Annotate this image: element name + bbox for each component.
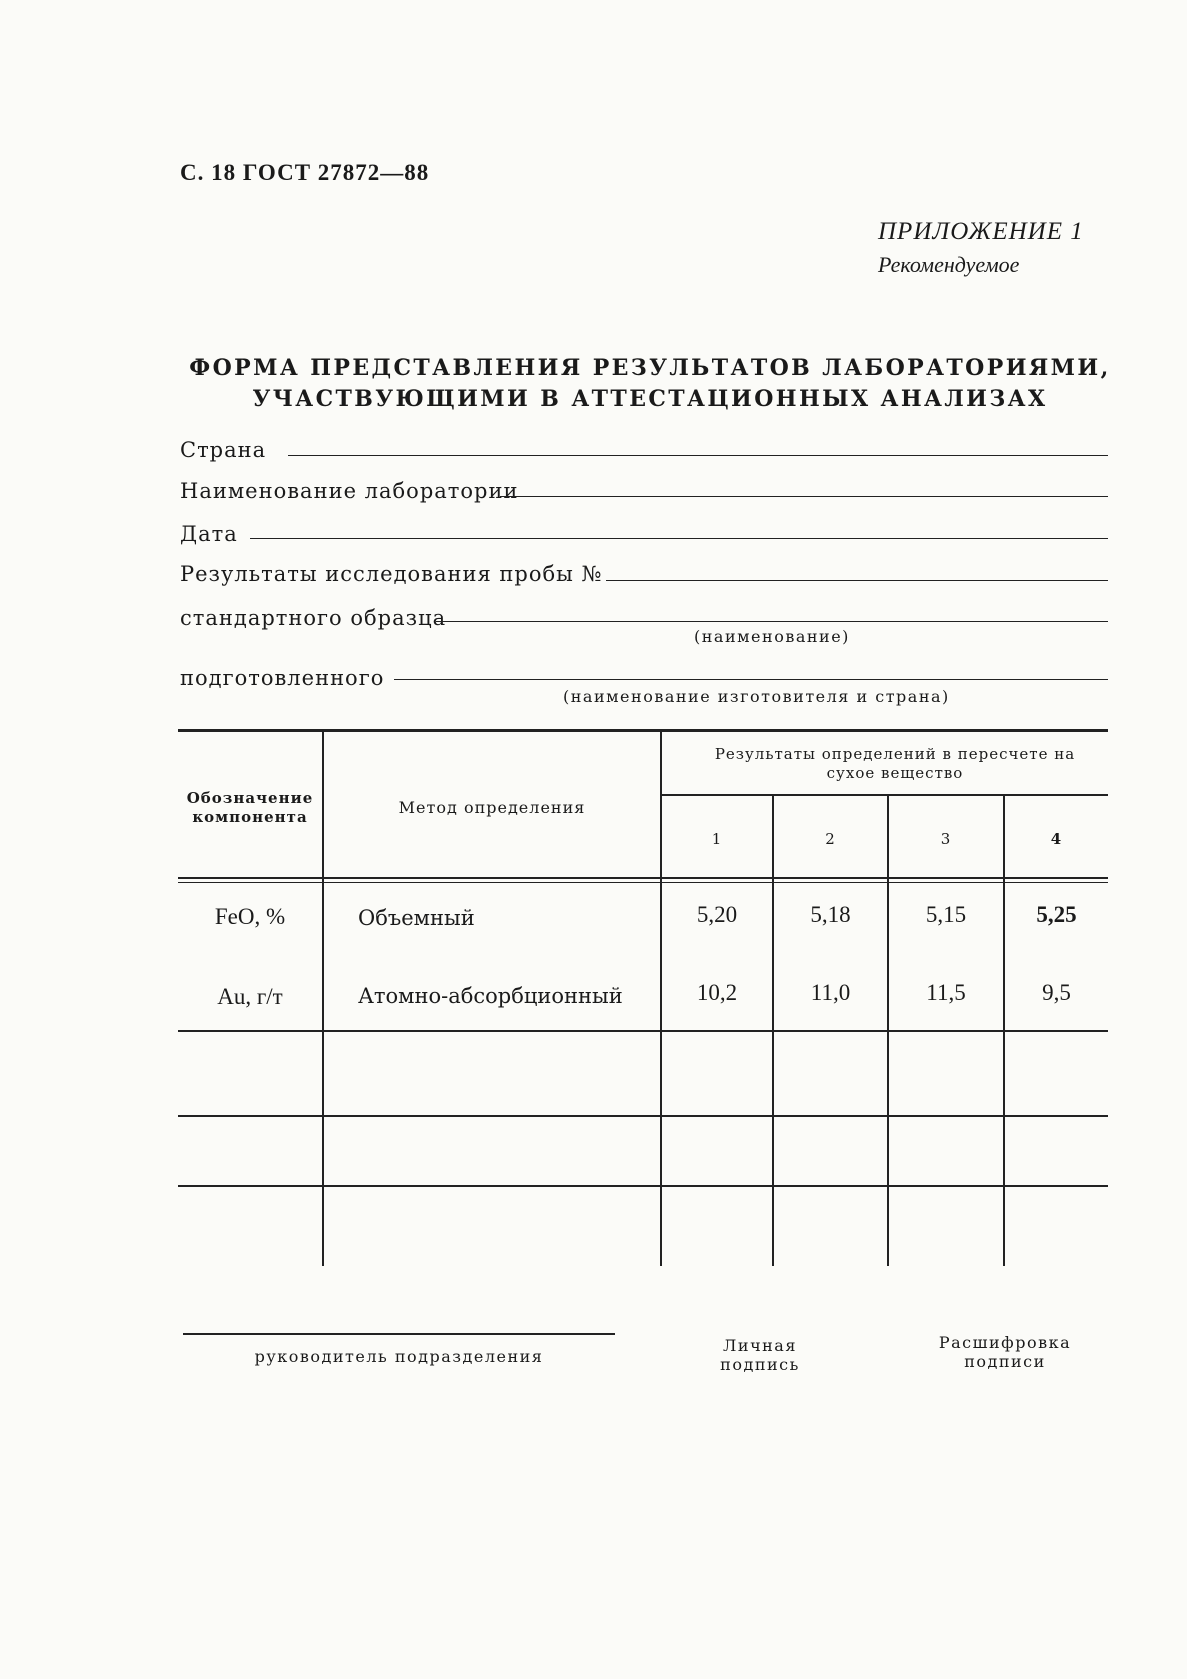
table-cell-method: Объемный — [358, 906, 475, 930]
country-field[interactable] — [288, 455, 1108, 456]
result-number-3: 3 — [940, 830, 952, 848]
standard-sample-label: стандартного образца — [180, 606, 447, 630]
column-header-method: Метод определения — [398, 798, 586, 817]
date-label: Дата — [180, 522, 238, 546]
table-cell-value: 5,18 — [810, 902, 851, 927]
appendix-status: Рекомендуемое — [878, 252, 1020, 277]
form-title-line-2: УЧАСТВУЮЩИМИ В АТТЕСТАЦИОННЫХ АНАЛИЗАХ — [252, 386, 1048, 412]
table-cell-method: Атомно-абсорбционный — [358, 984, 623, 1008]
sample-number-field[interactable] — [606, 580, 1108, 581]
column-header-results: Результаты определений в пересчете на сухое вещество — [714, 745, 1076, 782]
column-divider — [322, 731, 324, 1266]
sample-results-label: Результаты исследования пробы № — [180, 562, 603, 586]
head-of-unit-label: руководитель подразделения — [254, 1347, 544, 1366]
table-cell-component: FeO, % — [214, 904, 286, 929]
table-top-border — [178, 729, 1108, 732]
appendix-title: ПРИЛОЖЕНИЕ 1 — [878, 218, 1084, 245]
table-cell-value: 5,20 — [696, 902, 738, 927]
personal-signature-label: Личная подпись — [720, 1336, 800, 1374]
table-cell-value: 5,25 — [1036, 902, 1077, 927]
column-header-component: Обозначение компонента — [186, 789, 314, 826]
row-divider — [178, 1185, 1108, 1187]
results-subheader-line — [662, 794, 1108, 796]
table-cell-value: 11,0 — [810, 980, 851, 1005]
table-cell-value: 11,5 — [926, 980, 966, 1005]
header-bottom-line-double — [178, 882, 1108, 883]
column-divider — [887, 796, 889, 1266]
column-divider — [772, 796, 774, 1266]
standard-sample-field[interactable] — [436, 621, 1108, 622]
table-cell-value: 9,5 — [1042, 980, 1071, 1005]
standard-sample-caption: (наименование) — [694, 627, 850, 646]
prepared-caption: (наименование изготовителя и страна) — [563, 687, 950, 706]
page-reference: С. 18 ГОСТ 27872—88 — [180, 160, 430, 185]
date-field[interactable] — [250, 538, 1108, 539]
result-number-2: 2 — [825, 830, 836, 848]
column-divider — [1003, 796, 1005, 1266]
country-label: Страна — [180, 438, 267, 462]
table-cell-component: Au, г/т — [217, 984, 283, 1009]
row-divider — [178, 1115, 1108, 1117]
row-divider — [178, 1030, 1108, 1032]
form-title-line-1: ФОРМА ПРЕДСТАВЛЕНИЯ РЕЗУЛЬТАТОВ ЛАБОРАТОРИЯМИ, — [189, 355, 1111, 381]
result-number-1: 1 — [711, 830, 723, 848]
result-number-4: 4 — [1050, 830, 1063, 848]
header-bottom-line — [178, 877, 1108, 879]
table-cell-value: 5,15 — [925, 902, 967, 927]
signature-decoding-label: Расшифровка подписи — [938, 1333, 1072, 1371]
prepared-label: подготовленного — [180, 666, 385, 690]
lab-name-label: Наименование лаборатории — [180, 479, 519, 503]
table-cell-value: 10,2 — [696, 980, 738, 1005]
lab-name-field[interactable] — [500, 496, 1108, 497]
signature-line[interactable] — [183, 1333, 615, 1335]
prepared-by-field[interactable] — [394, 679, 1108, 680]
